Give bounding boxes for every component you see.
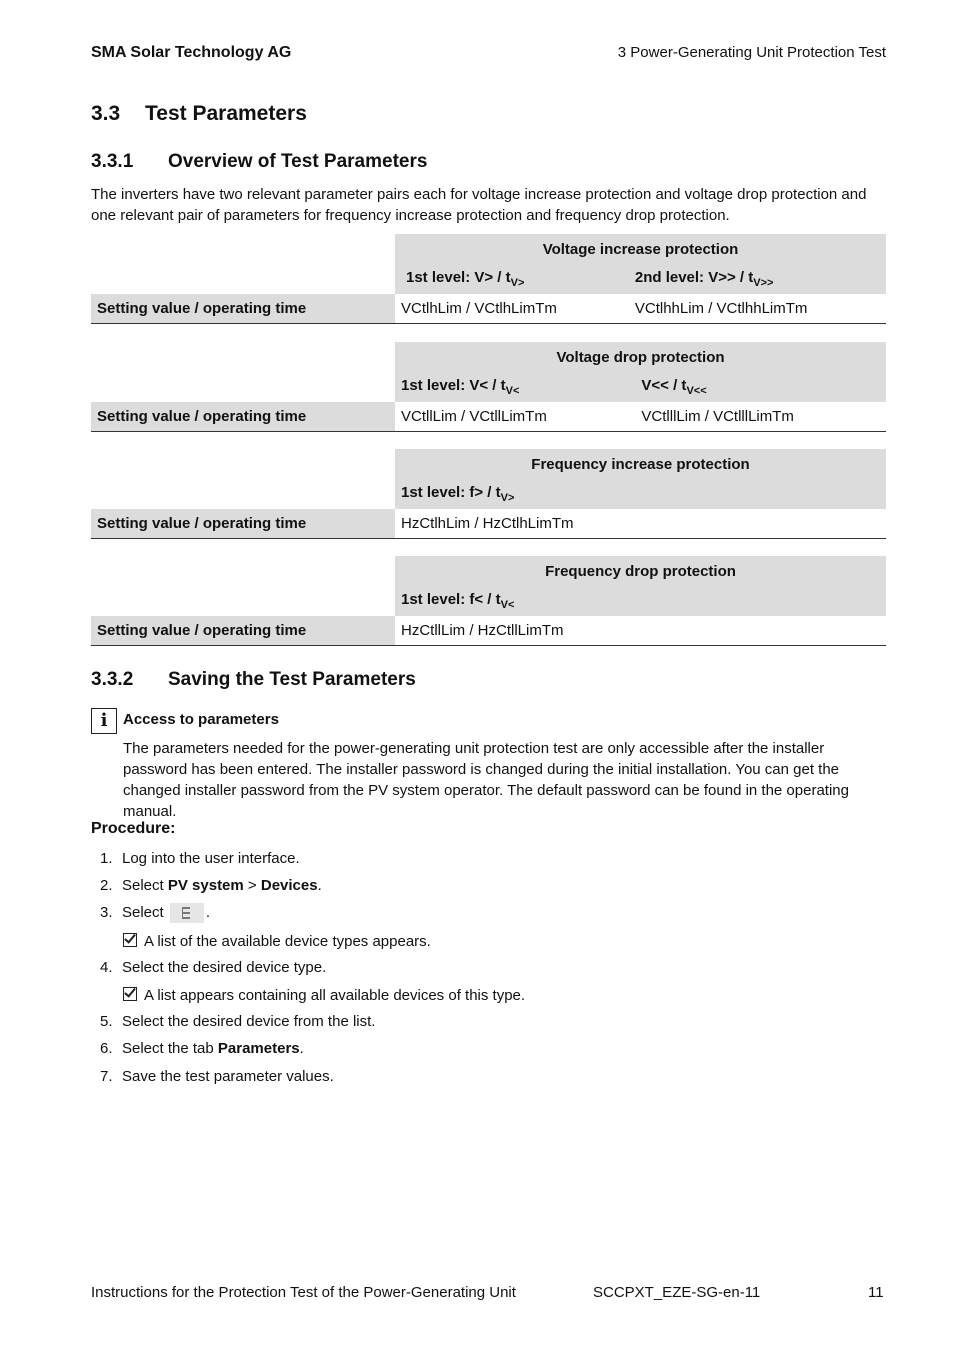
table-heading: Frequency increase protection xyxy=(395,449,886,479)
level-header: 1st level: $V> / t_{V>}$ xyxy=(395,264,629,294)
procedure-step: 1. Log into the user interface. xyxy=(100,850,300,867)
level-header: 2nd level: $V>> / t_{V>>}$ xyxy=(629,264,886,294)
footer-title: Instructions for the Protection Test of the Power-Generating Unit xyxy=(91,1284,516,1301)
frequency-drop-table xyxy=(91,556,886,646)
procedure-step: 3. Select . xyxy=(100,903,210,923)
note-body: The parameters needed for the power-generating unit protection test are only accessible after the installer password has been entered. The installer password is changed during the initial installation. You can get the changed installer password from the PV system operator. The default password can be found in the operating manual. xyxy=(123,740,849,820)
voltage-increase-table xyxy=(91,234,886,324)
intro-paragraph: The inverters have two relevant parameter pairs each for voltage increase protection and voltage drop protection and one relevant pair of parameters for frequency increase protection and frequency drop protection. xyxy=(91,186,867,224)
table-cell: HzCtllLim / HzCtllLimTm xyxy=(395,616,886,646)
row-label: Setting value / operating time xyxy=(91,616,395,646)
procedure-step: 6. Select the tab Parameters. xyxy=(100,1040,304,1057)
procedure-step: 2. Select PV system > Devices. xyxy=(100,877,322,894)
info-icon: i xyxy=(91,708,117,734)
row-label: Setting value / operating time xyxy=(91,294,395,324)
procedure-step: 7. Save the test parameter values. xyxy=(100,1068,334,1085)
table-cell: VCtlllLim / VCtlllLimTm xyxy=(635,402,886,432)
note-title: Access to parameters xyxy=(123,711,279,728)
subsection-title-overview: 3.3.1 Overview of Test Parameters xyxy=(91,151,428,172)
voltage-drop-table xyxy=(91,342,886,432)
table-cell: VCtllLim / VCtllLimTm xyxy=(395,402,635,432)
header-chapter: 3 Power-Generating Unit Protection Test xyxy=(617,44,886,61)
level-header: 1st level: $V< / t_{V<}$ xyxy=(395,372,635,402)
table-heading: Voltage drop protection xyxy=(395,342,886,372)
table-cell: HzCtlhLim / HzCtlhLimTm xyxy=(395,509,886,539)
checkbox-checked-icon xyxy=(123,987,137,1001)
level-header: 1st level: $f> / t_{V>}$ xyxy=(395,479,886,509)
header-company: SMA Solar Technology AG xyxy=(91,44,292,61)
table-heading: Frequency drop protection xyxy=(395,556,886,586)
procedure-step: 5. Select the desired device from the list. xyxy=(100,1013,376,1030)
procedure-result: A list appears containing all available devices of this type. xyxy=(123,986,525,1004)
table-cell: VCtlhhLim / VCtlhhLimTm xyxy=(629,294,886,324)
checkbox-checked-icon xyxy=(123,933,137,947)
table-cell: VCtlhLim / VCtlhLimTm xyxy=(395,294,629,324)
procedure-title: Procedure: xyxy=(91,820,176,837)
page-number: 11 xyxy=(868,1284,884,1301)
row-label: Setting value / operating time xyxy=(91,402,395,432)
section-title: 3.3 Test Parameters xyxy=(91,102,307,125)
table-heading: Voltage increase protection xyxy=(395,234,886,264)
procedure-step: 4. Select the desired device type. xyxy=(100,959,327,976)
level-header: $V<< / t_{V<<}$ xyxy=(635,372,886,402)
row-label: Setting value / operating time xyxy=(91,509,395,539)
tree-view-icon xyxy=(170,903,204,923)
frequency-increase-table xyxy=(91,449,886,539)
procedure-result: A list of the available device types appears. xyxy=(123,932,431,950)
subsection-title-saving: 3.3.2 Saving the Test Parameters xyxy=(91,669,416,690)
footer-doc-code: SCCPXT_EZE-SG-en-11 xyxy=(593,1284,761,1301)
level-header: 1st level: $f< / t_{V<}$ xyxy=(395,586,886,616)
